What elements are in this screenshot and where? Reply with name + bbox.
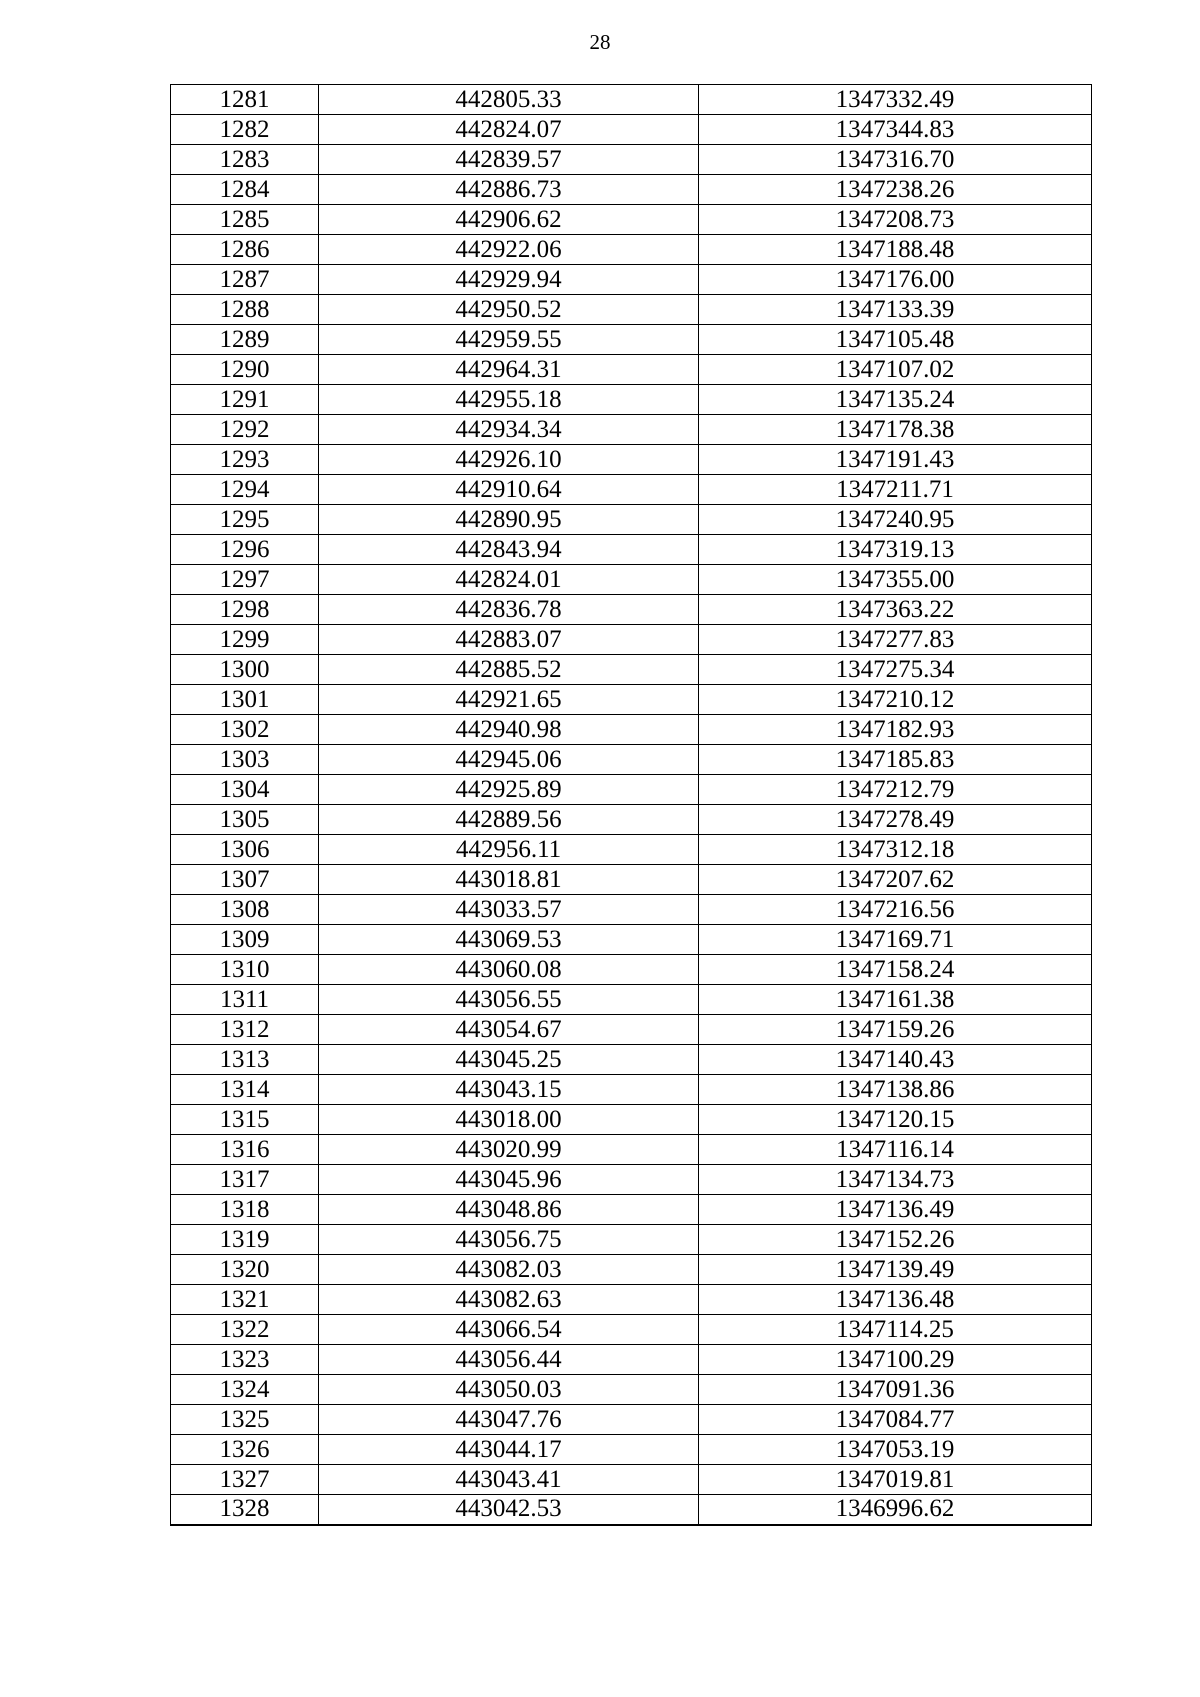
table-row [171,1135,1092,1165]
y-coordinate-cell: 1347053.19 [699,1435,1092,1465]
y-coordinate-cell: 1347332.49 [699,85,1092,115]
point-number-cell: 1296 [171,535,319,565]
page-number: 28 [589,30,611,54]
y-coordinate-cell: 1347207.62 [699,865,1092,895]
y-coordinate-cell: 1347216.56 [699,895,1092,925]
y-coordinate-cell: 1347363.22 [699,595,1092,625]
point-number-cell: 1320 [171,1255,319,1285]
table-row [171,865,1092,895]
y-coordinate-cell: 1347138.86 [699,1075,1092,1105]
x-coordinate-cell: 443060.08 [319,955,699,985]
x-coordinate-cell: 443082.63 [319,1285,699,1315]
x-coordinate-cell: 442926.10 [319,445,699,475]
y-coordinate-cell: 1347344.83 [699,115,1092,145]
table-row [171,325,1092,355]
x-coordinate-cell: 442843.94 [319,535,699,565]
table-row [171,925,1092,955]
x-coordinate-cell: 442906.62 [319,205,699,235]
y-coordinate-cell: 1347084.77 [699,1405,1092,1435]
point-number-cell: 1290 [171,355,319,385]
point-number-cell: 1318 [171,1195,319,1225]
y-coordinate-cell: 1347107.02 [699,355,1092,385]
point-number-cell: 1323 [171,1345,319,1375]
x-coordinate-cell: 442934.34 [319,415,699,445]
x-coordinate-cell: 442883.07 [319,625,699,655]
table-row [171,835,1092,865]
y-coordinate-cell: 1347319.13 [699,535,1092,565]
x-coordinate-cell: 443044.17 [319,1435,699,1465]
x-coordinate-cell: 443018.00 [319,1105,699,1135]
table-row [171,475,1092,505]
table-row [171,85,1092,115]
point-number-cell: 1285 [171,205,319,235]
x-coordinate-cell: 443054.67 [319,1015,699,1045]
y-coordinate-cell: 1347135.24 [699,385,1092,415]
y-coordinate-cell: 1347210.12 [699,685,1092,715]
y-coordinate-cell: 1347139.49 [699,1255,1092,1285]
x-coordinate-cell: 443043.41 [319,1465,699,1495]
point-number-cell: 1288 [171,295,319,325]
point-number-cell: 1312 [171,1015,319,1045]
point-number-cell: 1293 [171,445,319,475]
y-coordinate-cell: 1347238.26 [699,175,1092,205]
point-number-cell: 1282 [171,115,319,145]
point-number-cell: 1326 [171,1435,319,1465]
table-row [171,295,1092,325]
y-coordinate-cell: 1347158.24 [699,955,1092,985]
y-coordinate-cell: 1347091.36 [699,1375,1092,1405]
point-number-cell: 1295 [171,505,319,535]
y-coordinate-cell: 1347211.71 [699,475,1092,505]
point-number-cell: 1301 [171,685,319,715]
point-number-cell: 1292 [171,415,319,445]
x-coordinate-cell: 443069.53 [319,925,699,955]
x-coordinate-cell: 442910.64 [319,475,699,505]
y-coordinate-cell: 1347120.15 [699,1105,1092,1135]
point-number-cell: 1310 [171,955,319,985]
x-coordinate-cell: 442955.18 [319,385,699,415]
table-row [171,1165,1092,1195]
table-row [171,1285,1092,1315]
y-coordinate-cell: 1347208.73 [699,205,1092,235]
x-coordinate-cell: 443045.25 [319,1045,699,1075]
y-coordinate-cell: 1347134.73 [699,1165,1092,1195]
table-row [171,235,1092,265]
x-coordinate-cell: 442890.95 [319,505,699,535]
table-row [171,1225,1092,1255]
table-row [171,535,1092,565]
x-coordinate-cell: 442945.06 [319,745,699,775]
table-row [171,685,1092,715]
table-row [171,1045,1092,1075]
table-row [171,415,1092,445]
x-coordinate-cell: 442824.07 [319,115,699,145]
y-coordinate-cell: 1347140.43 [699,1045,1092,1075]
point-number-cell: 1307 [171,865,319,895]
point-number-cell: 1316 [171,1135,319,1165]
y-coordinate-cell: 1347182.93 [699,715,1092,745]
x-coordinate-cell: 442839.57 [319,145,699,175]
y-coordinate-cell: 1347133.39 [699,295,1092,325]
x-coordinate-cell: 443056.75 [319,1225,699,1255]
table-row [171,895,1092,925]
x-coordinate-cell: 442929.94 [319,265,699,295]
y-coordinate-cell: 1347105.48 [699,325,1092,355]
y-coordinate-cell: 1347191.43 [699,445,1092,475]
x-coordinate-cell: 443066.54 [319,1315,699,1345]
y-coordinate-cell: 1347161.38 [699,985,1092,1015]
point-number-cell: 1309 [171,925,319,955]
point-number-cell: 1313 [171,1045,319,1075]
table-row [171,385,1092,415]
table-row [171,1255,1092,1285]
table-row [171,805,1092,835]
table-row [171,1345,1092,1375]
table-row [171,955,1092,985]
x-coordinate-cell: 442964.31 [319,355,699,385]
point-number-cell: 1294 [171,475,319,505]
x-coordinate-cell: 442959.55 [319,325,699,355]
x-coordinate-cell: 442940.98 [319,715,699,745]
table-row [171,745,1092,775]
table-row [171,1375,1092,1405]
y-coordinate-cell: 1347355.00 [699,565,1092,595]
y-coordinate-cell: 1347159.26 [699,1015,1092,1045]
point-number-cell: 1325 [171,1405,319,1435]
x-coordinate-cell: 443047.76 [319,1405,699,1435]
point-number-cell: 1311 [171,985,319,1015]
y-coordinate-cell: 1347277.83 [699,625,1092,655]
y-coordinate-cell: 1347176.00 [699,265,1092,295]
table-row [171,1435,1092,1465]
x-coordinate-cell: 442824.01 [319,565,699,595]
point-number-cell: 1300 [171,655,319,685]
y-coordinate-cell: 1347136.48 [699,1285,1092,1315]
table-row [171,1405,1092,1435]
point-number-cell: 1324 [171,1375,319,1405]
table-row [171,1495,1092,1525]
point-number-cell: 1306 [171,835,319,865]
point-number-cell: 1297 [171,565,319,595]
point-number-cell: 1286 [171,235,319,265]
y-coordinate-cell: 1347278.49 [699,805,1092,835]
point-number-cell: 1322 [171,1315,319,1345]
table-row [171,1015,1092,1045]
point-number-cell: 1299 [171,625,319,655]
point-number-cell: 1328 [171,1495,319,1525]
table-row [171,1195,1092,1225]
table-row [171,1105,1092,1135]
table-row [171,175,1092,205]
x-coordinate-cell: 443020.99 [319,1135,699,1165]
coordinates-table [170,84,1092,1526]
x-coordinate-cell: 443056.44 [319,1345,699,1375]
coordinates-table-body [171,85,1092,1525]
y-coordinate-cell: 1347178.38 [699,415,1092,445]
y-coordinate-cell: 1347152.26 [699,1225,1092,1255]
table-row [171,595,1092,625]
table-row [171,505,1092,535]
table-row [171,655,1092,685]
point-number-cell: 1303 [171,745,319,775]
table-row [171,445,1092,475]
point-number-cell: 1315 [171,1105,319,1135]
table-row [171,775,1092,805]
y-coordinate-cell: 1347188.48 [699,235,1092,265]
table-row [171,625,1092,655]
point-number-cell: 1305 [171,805,319,835]
y-coordinate-cell: 1347240.95 [699,505,1092,535]
x-coordinate-cell: 442805.33 [319,85,699,115]
point-number-cell: 1319 [171,1225,319,1255]
x-coordinate-cell: 442836.78 [319,595,699,625]
table-row [171,355,1092,385]
y-coordinate-cell: 1347275.34 [699,655,1092,685]
point-number-cell: 1289 [171,325,319,355]
table-row [171,145,1092,175]
x-coordinate-cell: 443045.96 [319,1165,699,1195]
y-coordinate-cell: 1346996.62 [699,1495,1092,1525]
point-number-cell: 1302 [171,715,319,745]
y-coordinate-cell: 1347169.71 [699,925,1092,955]
y-coordinate-cell: 1347312.18 [699,835,1092,865]
table-row [171,565,1092,595]
x-coordinate-cell: 442886.73 [319,175,699,205]
y-coordinate-cell: 1347136.49 [699,1195,1092,1225]
table-row [171,115,1092,145]
point-number-cell: 1298 [171,595,319,625]
table-row [171,1075,1092,1105]
y-coordinate-cell: 1347185.83 [699,745,1092,775]
x-coordinate-cell: 442889.56 [319,805,699,835]
point-number-cell: 1281 [171,85,319,115]
x-coordinate-cell: 443082.03 [319,1255,699,1285]
x-coordinate-cell: 443048.86 [319,1195,699,1225]
x-coordinate-cell: 443042.53 [319,1495,699,1525]
point-number-cell: 1327 [171,1465,319,1495]
table-row [171,1315,1092,1345]
y-coordinate-cell: 1347114.25 [699,1315,1092,1345]
y-coordinate-cell: 1347316.70 [699,145,1092,175]
x-coordinate-cell: 442925.89 [319,775,699,805]
table-row [171,715,1092,745]
point-number-cell: 1287 [171,265,319,295]
table-row [171,265,1092,295]
x-coordinate-cell: 443043.15 [319,1075,699,1105]
x-coordinate-cell: 442921.65 [319,685,699,715]
point-number-cell: 1308 [171,895,319,925]
x-coordinate-cell: 443033.57 [319,895,699,925]
point-number-cell: 1321 [171,1285,319,1315]
y-coordinate-cell: 1347116.14 [699,1135,1092,1165]
point-number-cell: 1284 [171,175,319,205]
x-coordinate-cell: 442956.11 [319,835,699,865]
y-coordinate-cell: 1347100.29 [699,1345,1092,1375]
x-coordinate-cell: 443056.55 [319,985,699,1015]
point-number-cell: 1283 [171,145,319,175]
table-row [171,1465,1092,1495]
y-coordinate-cell: 1347212.79 [699,775,1092,805]
point-number-cell: 1317 [171,1165,319,1195]
point-number-cell: 1291 [171,385,319,415]
y-coordinate-cell: 1347019.81 [699,1465,1092,1495]
x-coordinate-cell: 443018.81 [319,865,699,895]
x-coordinate-cell: 443050.03 [319,1375,699,1405]
point-number-cell: 1304 [171,775,319,805]
x-coordinate-cell: 442922.06 [319,235,699,265]
table-row [171,985,1092,1015]
x-coordinate-cell: 442885.52 [319,655,699,685]
table-row [171,205,1092,235]
point-number-cell: 1314 [171,1075,319,1105]
x-coordinate-cell: 442950.52 [319,295,699,325]
